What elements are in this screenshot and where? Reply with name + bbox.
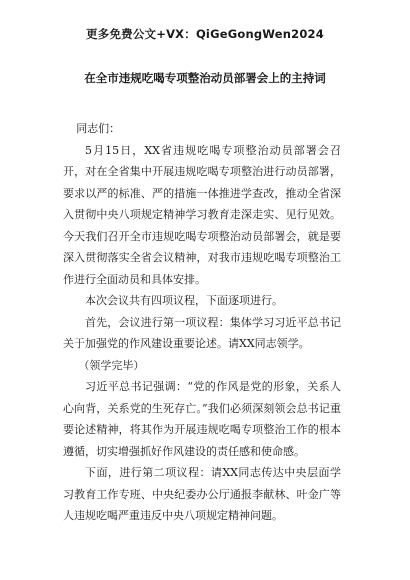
- stage-note: （领学完毕）: [78, 358, 145, 372]
- paragraph: 首先，会议进行第一项议程：集体学习习近平总书记关于加强党的作风建设重要论述。请XX同志领学。: [63, 315, 341, 350]
- salutation: 同志们：: [76, 122, 121, 135]
- promo-header: 更多免费公文+VX：QiGeGongWen2024: [86, 27, 324, 41]
- document-body: [63, 118, 341, 527]
- document-title: 在全市违规吃喝专项整治动员部署会上的主持词: [84, 71, 326, 85]
- paragraph: 5月15日，XX省违规吃喝专项整治动员部署会召开，对在全省集中开展违规吃喝专项整治进行动员部署，要求以严的标准、严的措施一体推进学查改，推动全省深入贯彻中央八项规定精神学习教育走深走实、见行见效。今天我们召开全市违规吃喝专项整治动员部署会，就是要深入贯彻落实全省会议精神，对我市违规吃喝专项整治工作进行全面动员和具体安排。: [63, 143, 341, 286]
- paragraph: 习近平总书记强调：“党的作风是党的形象，关系人心向背，关系党的生死存亡。”我们必须深刻领会总书记重要论述精神，将其作为开展违规吃喝专项整治工作的根本遵循，切实增强抓好作风建设的责任感和使命感。: [63, 380, 341, 458]
- paragraph: 本次会议共有四项议程，下面逐项进行。: [85, 294, 283, 307]
- paragraph: 下面，进行第二项议程：请XX同志传达中央层面学习教育工作专班、中央纪委办公厅通报李献林、叶金广等人违规吃喝严重违反中央八项规定精神问题。: [63, 466, 341, 522]
